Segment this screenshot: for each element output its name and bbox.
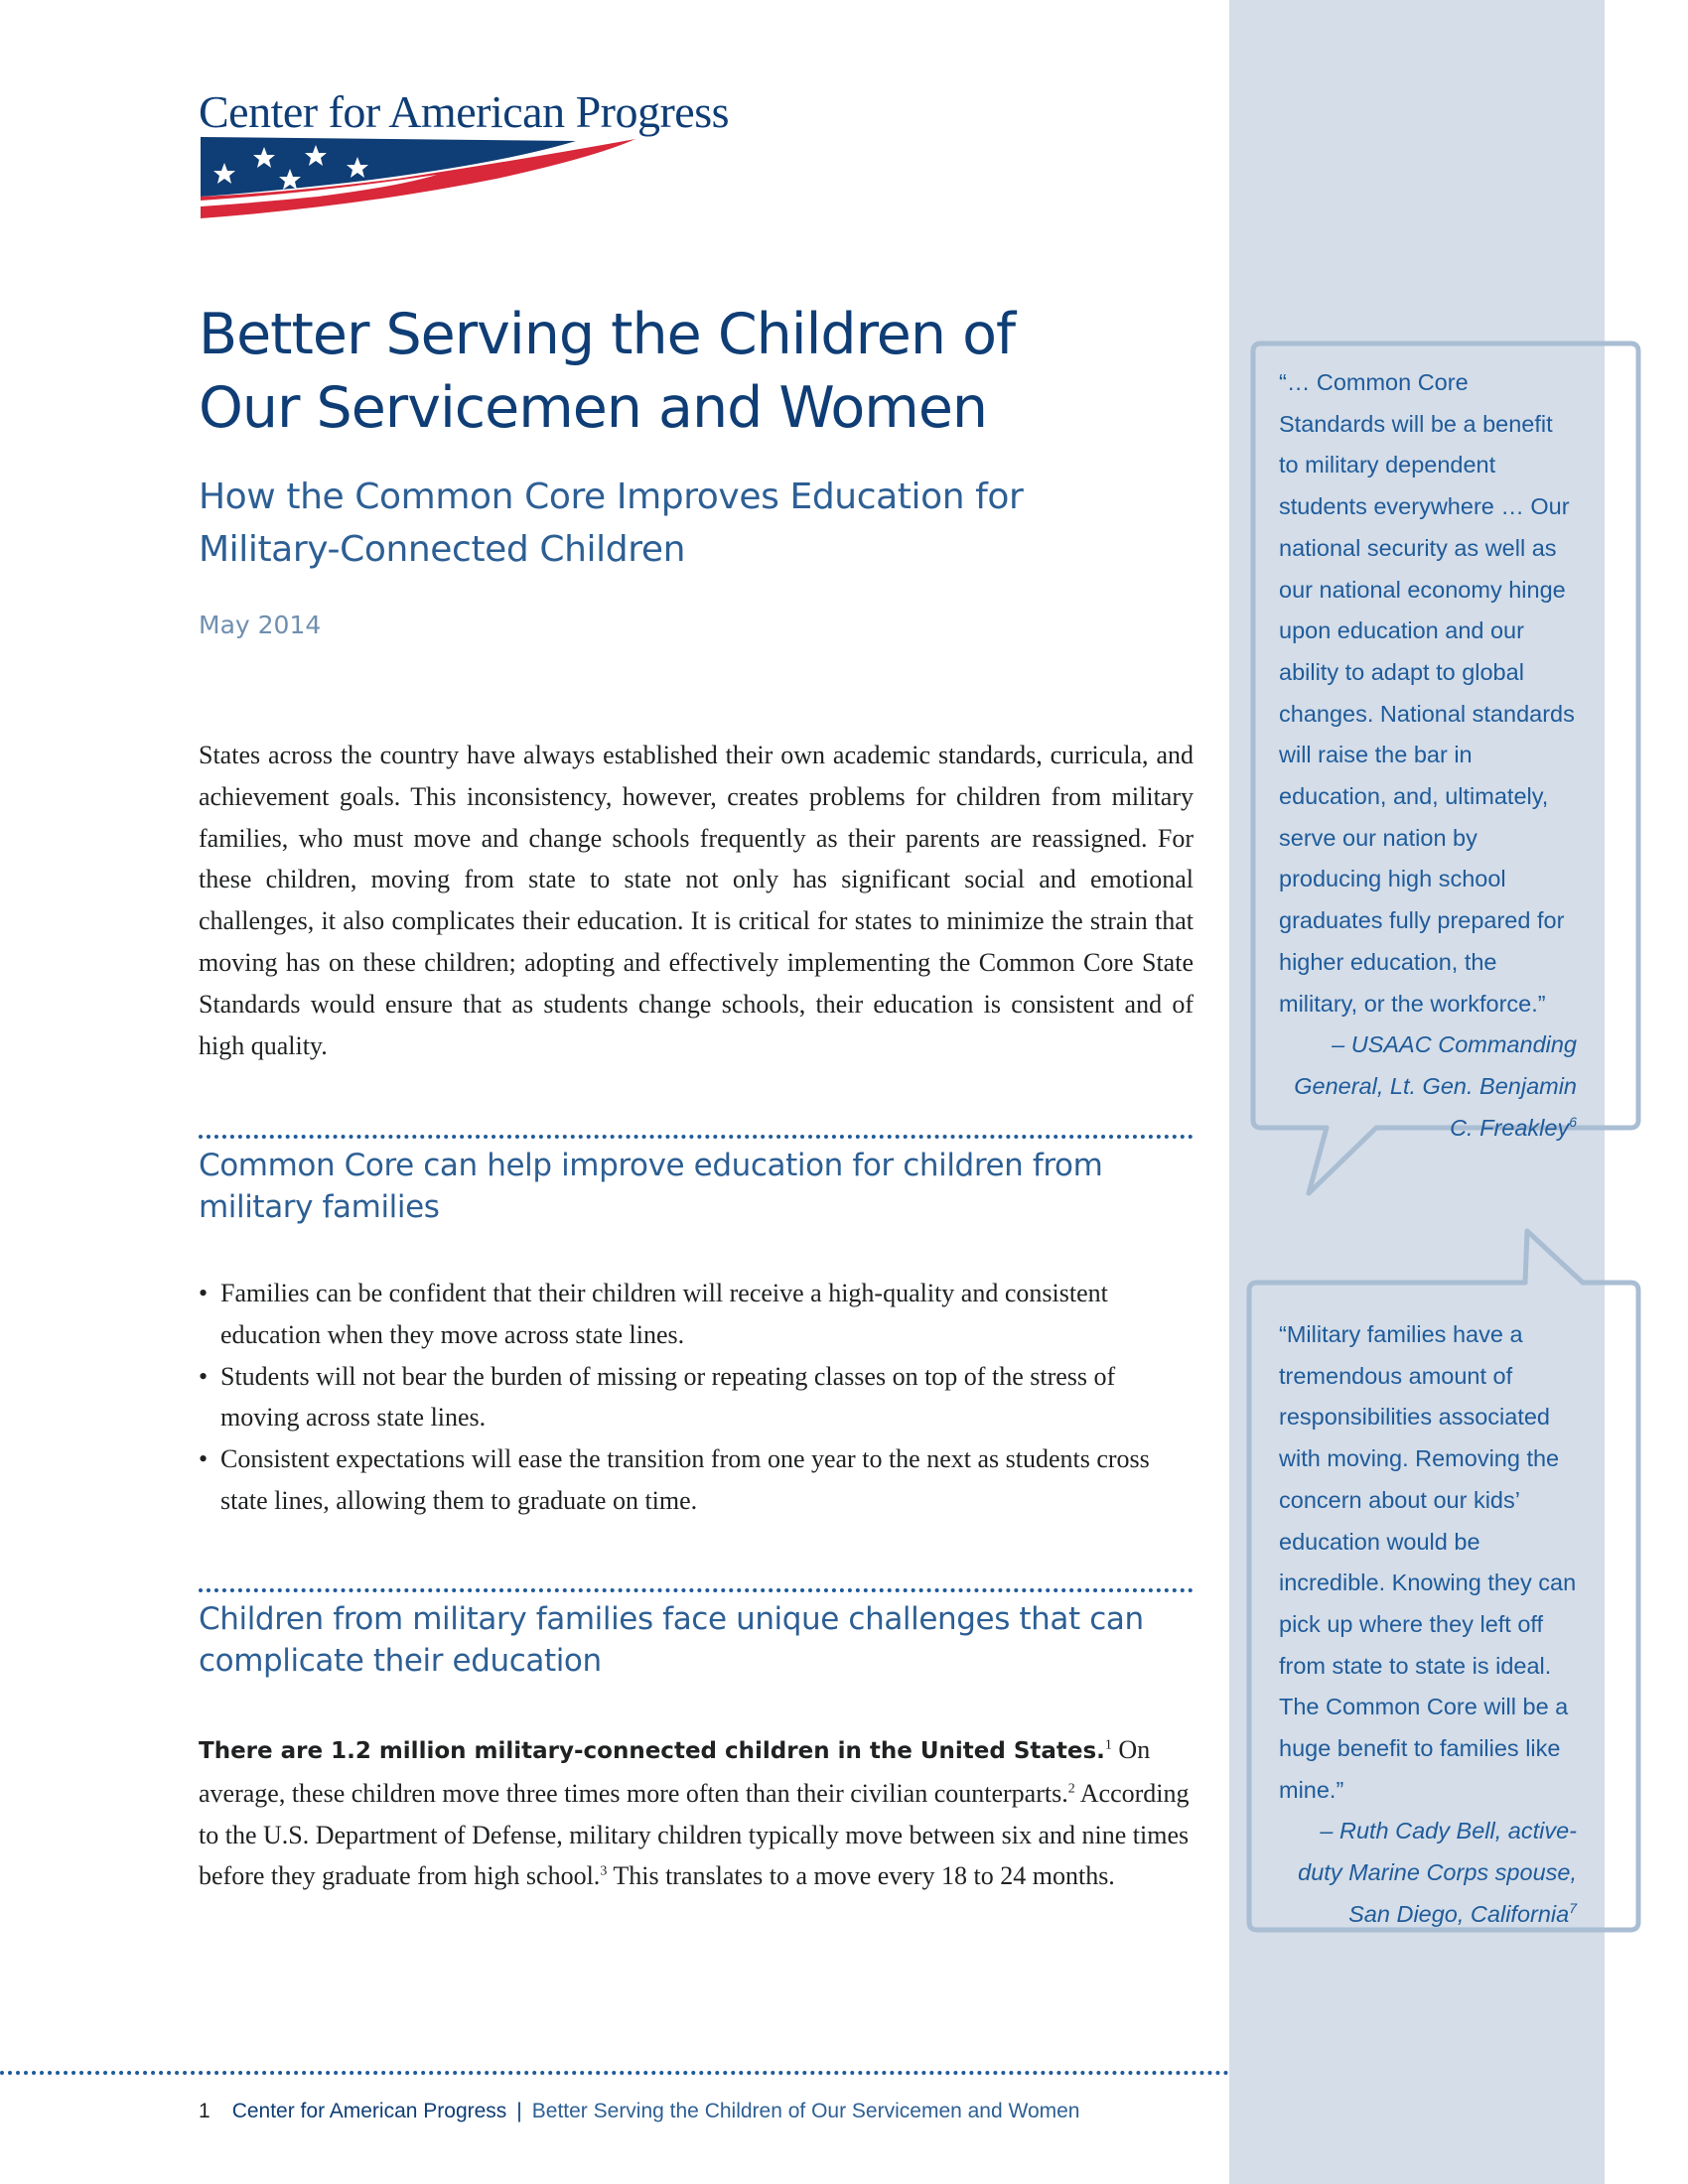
intro-paragraph: States across the country have always established their own academic standards, curricula, and achievement goals. This inconsistency, however, creates problems for children from military families, who must move and change schools frequently as their parents are reassigned. For these children, moving from state to state not only has significant social and emotional challenges, it also complicates their education. It is critical for states to minimize the strain that moving has on these children; adopting and effectively implementing the Common Core State Standards would ensure that as students change schools, their education is consistent and of high quality. [199, 741, 1194, 1060]
section-heading-challenges: Children from military families face unique challenges that can complicate their education [199, 1601, 1144, 1679]
footer-divider [0, 2071, 1229, 2075]
body-text: According to the U.S. Department of Defense, military children typically move between six and nine times before they graduate from high school. [199, 1778, 1190, 1891]
bullet-icon: • [199, 1444, 209, 1474]
quote-callout-1 [1279, 362, 1577, 1149]
quote-attribution [1279, 1811, 1577, 1935]
quote-attribution [1279, 1024, 1577, 1149]
page-number: 1 [199, 2100, 211, 2122]
body-text: On average, these children move three times more often than their civilian counterparts. [199, 1735, 1151, 1808]
body-text: This translates to a move every 18 to 24 months. [607, 1861, 1115, 1891]
page-footer [199, 2100, 1079, 2123]
footnote-ref: 6 [1569, 1113, 1577, 1130]
quote-text: “… Common Core Standards will be a benefit to military dependent students everywhere … Our national security as well as our national economy hinge upon education and our ability to adapt to global changes. National standards will raise the bar in education, and, ultimately, serve our nation by producing high school graduates fully prepared for higher education, the military, or the workforce.” [1279, 369, 1575, 1017]
publication-date: May 2014 [199, 611, 322, 639]
attribution-text: – USAAC Commanding General, Lt. Gen. Benjamin C. Freakley [1294, 1031, 1577, 1141]
bullet-icon: • [199, 1361, 209, 1391]
footnote-ref: 1 [1104, 1737, 1112, 1753]
logo-wordmark: Center for American Progress [199, 86, 730, 137]
footer-org-name: Center for American Progress [231, 2100, 507, 2122]
footnote-ref: 2 [1067, 1781, 1075, 1797]
lead-sentence: There are 1.2 million military-connected children in the United States. [199, 1738, 1105, 1764]
list-item-text: Consistent expectations will ease the transition from one year to the next as students cross state lines, allowing them to graduate on time. [220, 1444, 1150, 1515]
footer-doc-title: Better Serving the Children of Our Servicemen and Women [531, 2100, 1080, 2122]
quote-callout-2 [1279, 1314, 1577, 1936]
list-item-text: Families can be confident that their children will receive a high-quality and consistent education when they move across state lines. [220, 1279, 1108, 1349]
quote-text: “Military families have a tremendous amount of responsibilities associated with moving. Removing the concern about our kids’ education would be incredible. Knowing they can pick up where they left off from state to state is ideal. The Common Core will be a huge benefit to families like mine.” [1279, 1321, 1577, 1803]
page-title: Better Serving the Children of Our Servicemen and Women [199, 302, 1016, 441]
footnote-ref: 3 [600, 1863, 608, 1879]
page-subtitle: How the Common Core Improves Education for Military-Connected Children [199, 477, 1024, 570]
list-item-text: Students will not bear the burden of missing or repeating classes on top of the stress of moving across state lines. [220, 1361, 1116, 1433]
bullet-icon: • [199, 1279, 209, 1307]
footnote-ref: 7 [1569, 1900, 1577, 1917]
attribution-text: – Ruth Cady Bell, active-duty Marine Corps spouse, San Diego, California [1298, 1818, 1577, 1927]
footer-separator: | [516, 2100, 522, 2122]
section-heading-common-core: Common Core can help improve education for children from military families [199, 1148, 1103, 1225]
